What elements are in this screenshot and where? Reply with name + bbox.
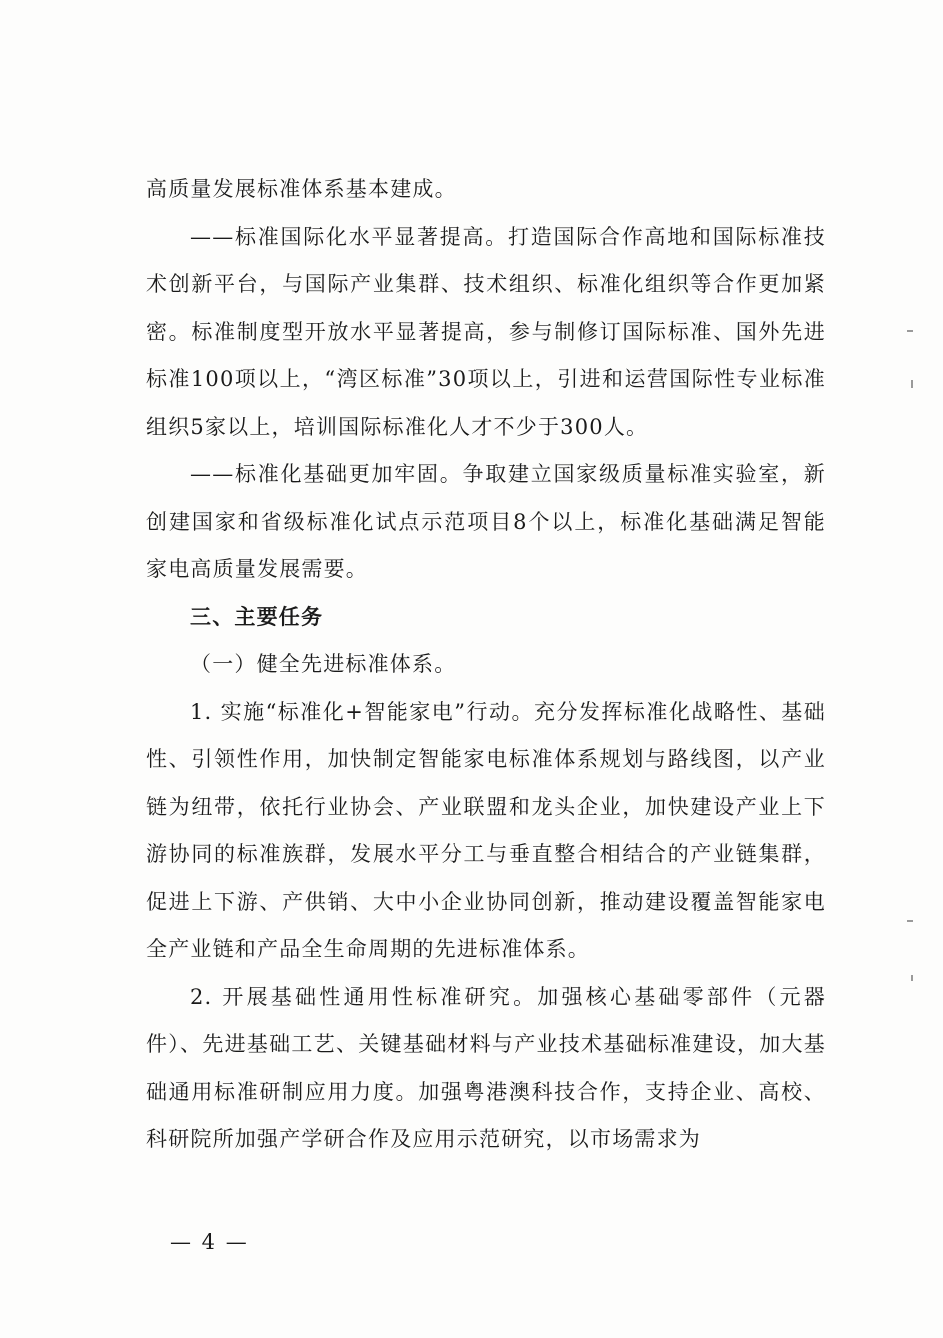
paragraph-item-2: 2. 开展基础性通用性标准研究。加强核心基础零部件（元器件）、先进基础工艺、关键基础材料与产业技术基础标准建设，加大基础通用标准研制应用力度。加强粤港澳科技合作，支持企业、高校、科研院所加强产学研合作及应用示范研究，以市场需求为 xyxy=(146,984,826,1151)
scan-artifact xyxy=(911,380,913,388)
scan-artifact xyxy=(907,330,913,332)
paragraph-continuation: 高质量发展标准体系基本建成。 xyxy=(146,177,457,201)
scan-artifact xyxy=(911,975,913,981)
page-number: — 4 — xyxy=(170,1230,249,1254)
scan-artifact xyxy=(907,920,913,922)
subsection-heading-standard-system: （一）健全先进标准体系。 xyxy=(190,652,457,676)
section-heading-main-tasks: 三、主要任务 xyxy=(190,604,324,629)
paragraph-standardization-foundation: ——标准化基础更加牢固。争取建立国家级质量标准实验室，新创建国家和省级标准化试点示范项目8个以上，标准化基础满足智能家电高质量发展需要。 xyxy=(146,462,826,581)
paragraph-internationalization: ——标准国际化水平显著提高。打造国际合作高地和国际标准技术创新平台，与国际产业集群、技术组织、标准化组织等合作更加紧密。标准制度型开放水平显著提高，参与制修订国际标准、国外先进标准100项以上，“湾区标准”30项以上，引进和运营国际性专业标准组织5家以上，培训国际标准化人才不少于300人。 xyxy=(146,224,826,439)
paragraph-item-1: 1. 实施“标准化+智能家电”行动。充分发挥标准化战略性、基础性、引领性作用，加快制定智能家电标准体系规划与路线图，以产业链为纽带，依托行业协会、产业联盟和龙头企业，加快建设产业上下游协同的标准族群，发展水平分工与垂直整合相结合的产业链集群，促进上下游、产供销、大中小企业协同创新，推动建设覆盖智能家电全产业链和产品全生命周期的先进标准体系。 xyxy=(146,699,826,961)
document-body xyxy=(146,166,826,1164)
